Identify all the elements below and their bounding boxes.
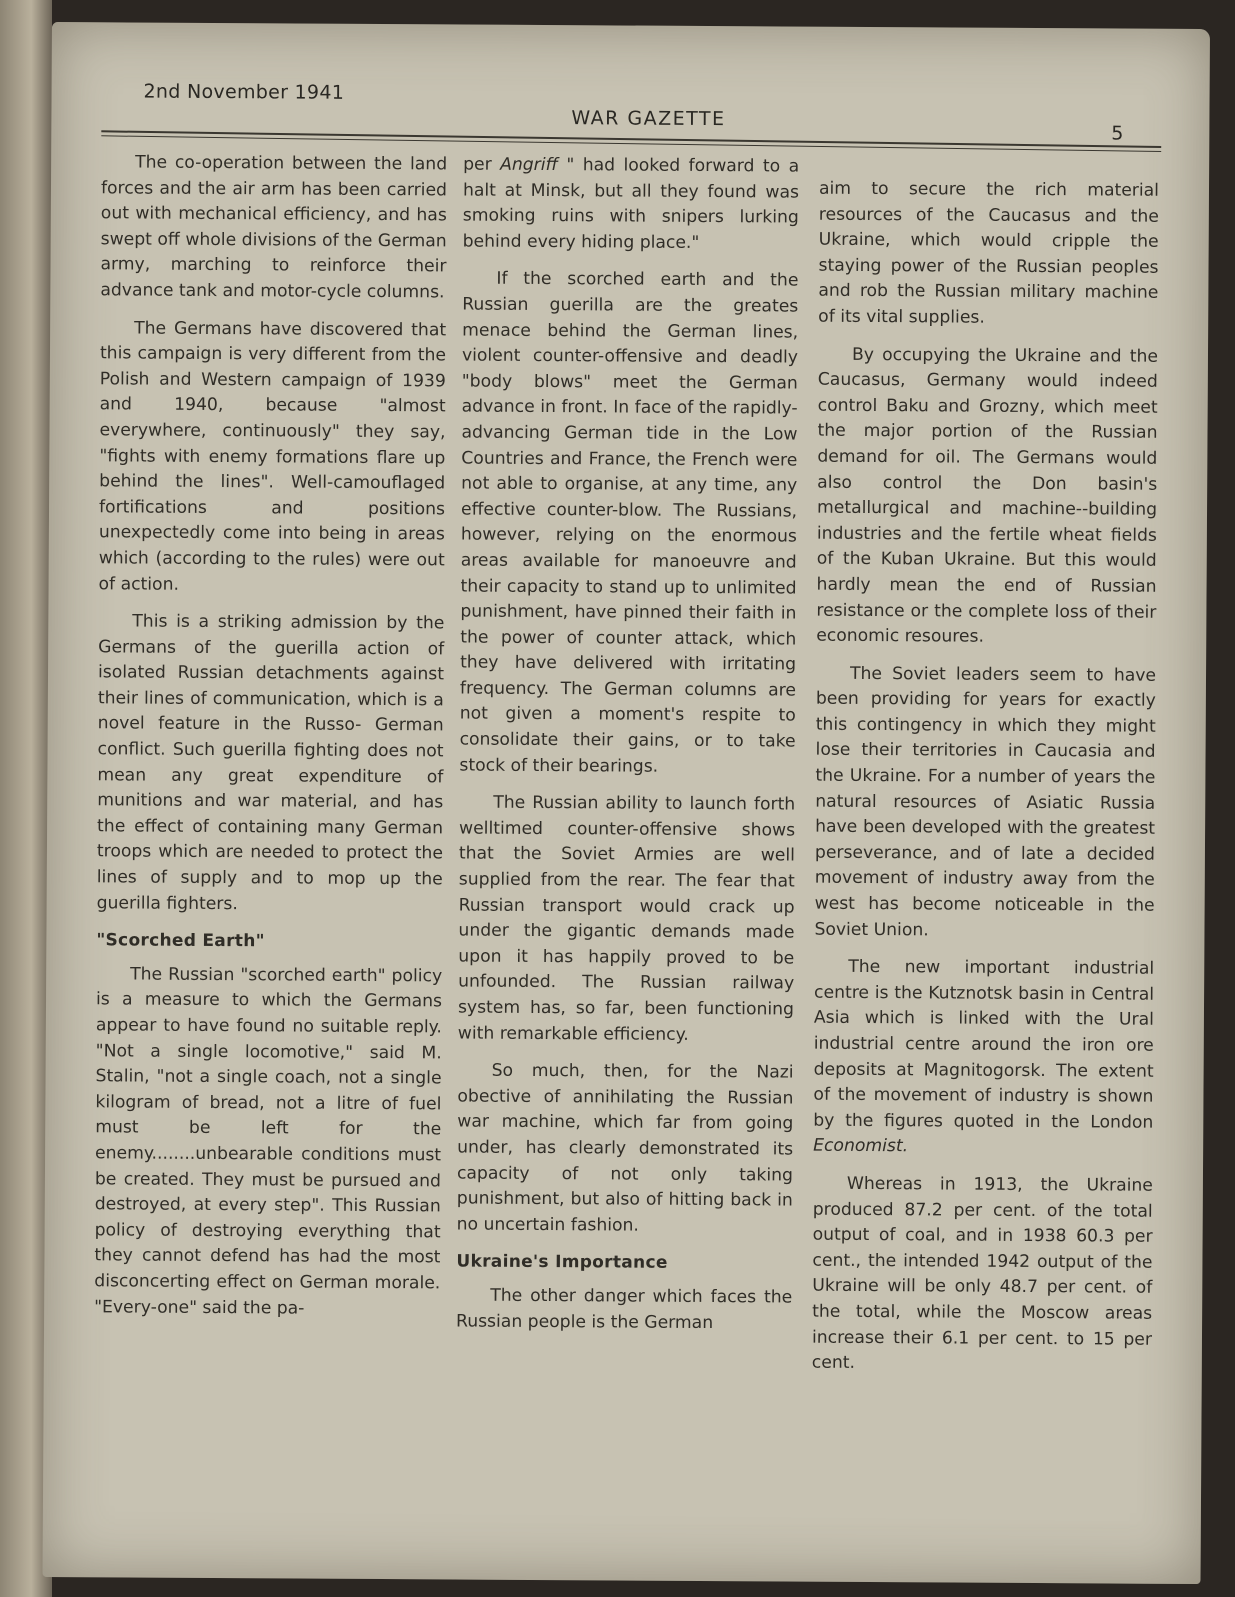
section-heading-ukraine-importance: Ukraine's Importance <box>456 1251 668 1274</box>
column-3 <box>812 177 1159 1391</box>
paragraph: This is a striking admission by the Germans of the guerilla action of isolated Russian detachments against their lines of communication, which is a novel feature in the Russo- German conflict. Such guerilla fighting does not mean any great expenditure of munitions and war material, and has the effect of containing many German troops which are needed to protect the lines of supply and to mop up the guerilla fighters. <box>96 611 445 914</box>
paragraph <box>813 955 1154 1162</box>
header-rule <box>101 130 1161 148</box>
header-title: WAR GAZETTE <box>571 107 726 131</box>
header-date: 2nd November 1941 <box>143 80 345 104</box>
italic-text: Economist. <box>813 1136 909 1157</box>
section-heading-scorched-earth: "Scorched Earth" <box>96 930 265 952</box>
paragraph: So much, then, for the Nazi obective of annihilating the Russian war machine, which far from going under, has clearly demonstrated its capacity of not only taking punishment, but also of hitting back in no uncertain fashion. <box>456 1060 794 1236</box>
paragraph <box>463 153 800 257</box>
text-run: The new important industrial centre is the Kutznotsk basin in Central Asia which is linked with the Ural industrial centre around the iron ore deposits at Magnitogorsk. The extent of the movement of industry is shown by the figures quoted in the London <box>813 957 1155 1133</box>
italic-text: Angriff <box>500 154 559 176</box>
paragraph: The other danger which faces the Russian people is the German <box>456 1285 793 1333</box>
newspaper-page <box>43 22 1210 1584</box>
page-header <box>101 80 1171 147</box>
text-run: " had looked forward to a halt at Minsk, but all they found was smoking ruins with snipers lurking behind every hiding place." <box>462 155 800 253</box>
paragraph: By occupying the Ukraine and the Caucasus, Germany would indeed control Baku and Grozny, which meet the major portion of the Russian demand for oil. The Germans would also control the Don basin's metallurgical and machine--building industries and the fertile wheat fields of the Kuban Ukraine. But this would hardly mean the end of Russian resistance or the complete loss of their economic resoures. <box>816 344 1159 647</box>
paragraph: aim to secure the rich material resources of the Caucasus and the Ukraine, which would cripple the staying power of the Russian peoples and rob the Russian military machine of its vital supplies. <box>818 178 1160 328</box>
paragraph: The Soviet leaders seem to have been providing for years for exactly this contingency in which they might lose their territories in Caucasia and the Ukraine. For a number of years the natural resources of Asiatic Russia have been developed with the greatest perseverance, and of late a decided movement of industry away from the west has become noticeable in the Soviet Union. <box>814 663 1157 940</box>
paragraph: The Germans have discovered that this campaign is very different from the Polish and Western campaign of 1939 and 1940, because "almost everywhere, continuously" they say, "fights with enemy formations flare up behind the lines". Well-camouflaged fortifications and positions unexpectedly come into being in areas which (according to the rules) were out of action. <box>98 318 447 595</box>
paragraph: The co-operation between the land forces and the air arm has been carried out with mechanical efficiency, and has swept off whole divisions of the German army, marching to reinforce their advance tank and motor-cycle columns. <box>100 152 448 303</box>
column-2 <box>456 153 799 1349</box>
paragraph: The Russian "scorched earth" policy is a measure to which the Germans appear to have found no suitable reply. "Not a single locomotive," said M. Stalin, "not a single coach, not a single kilogram of bread, not a litre of fuel must be left for the enemy........unbearable conditions must be created. They must be pursued and destroyed, at every step". This Russian policy of destroying everything that they cannot defend has had the most disconcerting effect on German morale. "Every-one" said the pa- <box>94 964 443 1319</box>
page-number: 5 <box>1111 122 1124 145</box>
paragraph: If the scorched earth and the Russian guerilla are the greates menace behind the German lines, violent counter-offensive and deadly "body blows" meet the German advance in front. In face of the rapidly-advancing German tide in the Low Countries and France, the French were not able to organise, at any time, any effective counter-blow. The Russians, however, relying on the enormous areas available for manoeuvre and their capacity to stand up to unlimited punishment, have pinned their faith in the power of counter attack, which they have delivered with irritating frequency. The German columns are not given a moment's respite to consolidate their gains, or to take stock of their bearings. <box>459 269 799 777</box>
column-1 <box>94 150 447 1334</box>
text-run: per <box>463 154 501 175</box>
paragraph: The Russian ability to launch forth welltimed counter-offensive shows that the Soviet Armies are well supplied from the rear. The fear that Russian transport would crack up under the gigantic demands made upon it has happily proved to be unfounded. The Russian railway system has, so far, been functioning with remarkable efficiency. <box>457 792 796 1045</box>
paragraph: Whereas in 1913, the Ukraine produced 87.2 per cent. of the total output of coal, and in 1938 60.3 per cent., the intended 1942 output of the Ukraine will be only 48.7 per cent. of the total, while the Moscow areas increase their 6.1 per cent. to 15 per cent. <box>811 1173 1153 1374</box>
